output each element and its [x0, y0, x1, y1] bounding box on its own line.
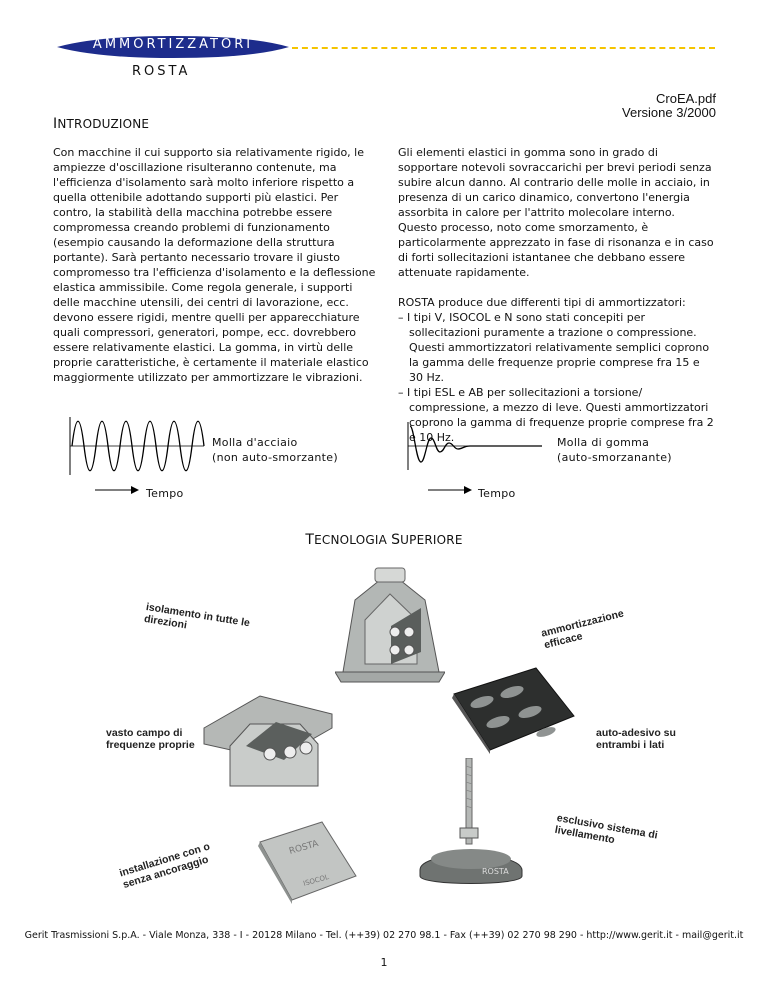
callout-damping: ammortizzazione efficace	[540, 607, 625, 652]
product-image-rubber-pad	[448, 664, 578, 754]
time-label-right: Tempo	[478, 487, 516, 500]
file-info	[622, 92, 716, 120]
foot-brand-label: ROSTA	[482, 867, 509, 876]
arrow-right-icon	[428, 485, 473, 495]
intro-left-column	[53, 145, 376, 385]
time-label-left: Tempo	[146, 487, 184, 500]
intro-paragraph-1: Gli elementi elastici in gomma sono in grado di sopportare notevoli sovraccarichi per brevi periodi senza subire alcun danno. Al contrario delle molle in acciaio, in presenza di un carico dinamico, convertono l'energia assorbita in calore per l'attrito molecolare interno.	[398, 146, 712, 219]
intro-right-column	[398, 145, 716, 445]
tech-title: TECNOLOGIA SUPERIORE	[305, 532, 463, 548]
product-image-leveling-foot	[410, 758, 535, 888]
callout-isolation: isolamento in tutte le direzioni	[143, 601, 251, 632]
product-image-mount-v	[335, 560, 445, 684]
intro-left-paragraph: Con macchine il cui supporto sia relativamente rigido, le ampiezze d'oscillazione risulteranno contenute, ma l'efficienza d'isolamento sarà molto inferiore rispetto a quella ottenibile adottando supporti più elastici. Per contro, la stabilità della macchina potrebbe essere compromessa creando problemi di funzionamento (esempio causando la deformazione della struttura portante). Sarà pertanto necessario trovare il giusto compromesso tra l'efficienza d'isolamento e la deflessione elastica ammissibile. Come regola generale, i supporti delle macchine utensili, dei centri di lavorazione, ecc. devono essere rigidi, mentre quelli per apparecchiature quali compressori, generatori, pompe, ecc. dovrebbero essere relativamente elastici. La gomma, in virtù delle proprie caratteristiche, è certamente il materiale elastico maggiormente utilizzato per ammortizzare le vibrazioni.	[53, 146, 376, 384]
list-item: – I tipi ESL e AB per sollecitazioni a torsione/ compressione, a mezzo di leve. Questi ammortizzatori coprono la gamma di frequenze proprie comprese fra 2 e 10 Hz.	[398, 386, 714, 444]
rubber-spring-damped-graph	[404, 422, 544, 472]
callout-frequency: vasto campo di frequenze proprie	[106, 727, 195, 751]
plate-brand-label: ROSTA	[288, 838, 320, 857]
banner-title: AMMORTIZZATORI	[92, 37, 254, 52]
intro-title: INTRODUZIONE	[53, 116, 150, 132]
file-name: CroEA.pdf	[656, 91, 716, 106]
brand-name: ROSTA	[132, 64, 191, 79]
steel-spring-wave-graph	[66, 415, 206, 477]
product-image-isocol-plate	[256, 818, 361, 904]
product-image-mount-esl	[200, 690, 340, 790]
page-number: 1	[380, 956, 388, 969]
rubber-spring-caption: Molla di gomma (auto-smorzanante)	[557, 436, 672, 464]
footer-contact: Gerit Trasmissioni S.p.A. - Viale Monza, 338 - I - 20128 Milano - Tel. (++39) 02 270 98.1 - Fax (++39) 02 270 98 290 - http://www.gerit.it - mail@gerit.it	[24, 930, 744, 941]
callout-leveling: esclusivo sistema di livellamento	[553, 812, 659, 847]
list-item: – I tipi V, ISOCOL e N sono stati concepiti per sollecitazioni puramente a trazione o compressione. Questi ammortizzatori relativamente semplici coprono la gamma delle frequenze proprie comprese fra 15 e 30 Hz.	[398, 311, 710, 384]
version: Versione 3/2000	[622, 105, 716, 120]
arrow-right-icon	[95, 485, 140, 495]
plate-model-label: ISOCOL	[302, 872, 330, 888]
header-dashed-rule	[292, 47, 715, 49]
callout-adhesive: auto-adesivo su entrambi i lati	[596, 727, 676, 751]
intro-paragraph-3: ROSTA produce due differenti tipi di ammortizzatori:	[398, 296, 686, 309]
steel-spring-caption: Molla d'acciaio (non auto-smorzante)	[212, 436, 338, 464]
callout-installation: installazione con o senza ancoraggio	[118, 840, 212, 891]
intro-paragraph-2: Questo processo, noto come smorzamento, è particolarmente apprezzato in fase di risonanza e in caso di forti sollecitazioni istantanee che debbano essere attenuate rapidamente.	[398, 221, 714, 279]
